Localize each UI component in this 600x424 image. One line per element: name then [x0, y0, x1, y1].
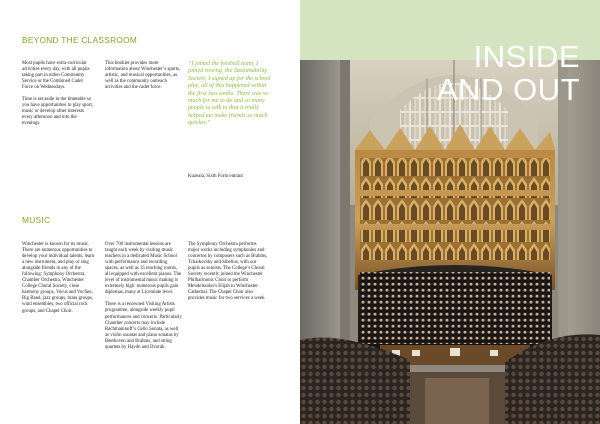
pupil-quote: “I joined the football team, I joined rowing, the Sustainability Society, I signed up for the school play, all of this happened within the first two weeks. There was so much for me to do and so many people to talk to that it really helped me make friends so much quicker.” — [188, 61, 271, 127]
inside-and-out-headline — [437, 40, 580, 106]
right-page — [300, 0, 600, 424]
music-column-2 — [105, 242, 182, 357]
music-col1-paragraph-1: Winchester is known for its music. There are numerous opportunities to develop your individual talents, learn a new instrument, and play or sing alongside friends in any of the following: Symphony Orchestra, Chamber Orchestra, Winchester College Choral Society, close harmony groups, Vocus and VocSee, Big Band, jazz groups, brass groups, wind ensembles, two official rock groups, and Chapel Choir. — [22, 242, 95, 314]
beyond-column-1 — [22, 61, 95, 133]
music-heading: MUSIC — [22, 215, 51, 225]
beyond-col2-paragraph-1: This booklet provides more information about Winchester’s sports, artistic, and musical opportunities, as well as the community outreach activities and the cadet force. — [105, 61, 181, 91]
music-col2-paragraph-1: Over 700 instrumental lessons are taught each week by visiting music teachers in a dedicated Music School with performance and recording spaces, as well as 35 teaching rooms, all equipped with excellent pianos. The level of instrumental music making is extremely high: numerous pupils gain diplomas, many at Licentiate level. — [105, 242, 182, 296]
quote-attribution: Kuzeala, Sixth Form entrant — [188, 174, 243, 179]
headline-line-1: INSIDE — [473, 39, 580, 74]
beyond-col1-paragraph-2: Time is set aside in the timetable so you have opportunities to play sport, music or develop other interests every afternoon and into the evenings. — [22, 97, 94, 127]
beyond-col1-paragraph-1: Most pupils have extra-curricular activities every day, with all pupils taking part in either Community Service or the Combined Cadet Force on Wednesdays. — [22, 61, 90, 91]
beyond-column-2 — [105, 61, 182, 97]
music-column-1 — [22, 242, 96, 321]
beyond-classroom-heading: BEYOND THE CLASSROOM — [22, 35, 138, 45]
music-column-3 — [188, 242, 268, 308]
music-col3-paragraph-1: The Symphony Orchestra performs major works including symphonies and concertos by composers such as Brahms, Tchaikovsky and Sibelius, with our pupils as soloists. The College’s Choral Society recently joined the Winchester Philharmonic Choir to perform Mendelssohn’s Elijah in Winchester Cathedral. The Chapel Choir also provides music for two services a week. — [188, 242, 268, 302]
headline-line-2: AND OUT — [437, 72, 580, 107]
music-col2-paragraph-2: There is a renowned Visiting Artists programme, alongside weekly pupil performances and concerts. Particularly Chamber concerts may include Rachmaninoff’s Cello Sonata, as well as violin sonatas and piano sonatas by Beethoven and Brahms, and string quartets by Haydn and Dvorák. — [105, 302, 182, 350]
